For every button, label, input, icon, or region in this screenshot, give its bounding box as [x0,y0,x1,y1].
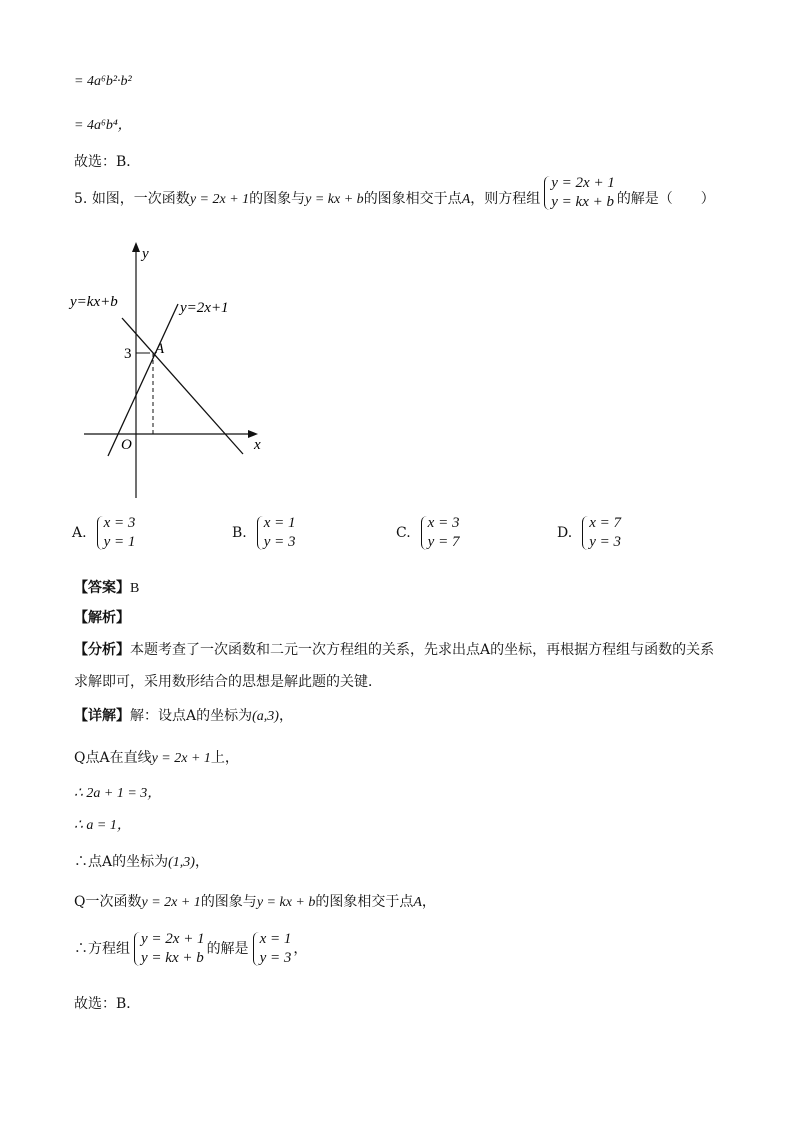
y-axis-arrow [132,242,140,252]
tick-3-label: 3 [124,346,132,362]
line-2x-plus-1 [108,304,178,456]
line-kx-plus-b-label: y=kx+b [70,294,118,310]
detail-system-1-row-1: y = 2x + 1 [141,931,205,947]
question-text-4: ，则方程组 [470,191,541,207]
choice-a-label: A. [72,525,87,541]
line-2x-plus-1-label: y=2x+1 [180,300,229,316]
detail-point-13: (1,3) [168,855,195,870]
detail-system-1-row-2: y = kx + b [141,950,204,966]
choice-b-label: B. [232,525,247,541]
function-graph [66,240,276,505]
question-system [542,174,615,212]
detail-line-6 [74,892,436,913]
detail-eq-6d: y = kx + b [256,895,316,910]
detail-line-1 [74,706,293,727]
detail-text-5c: ， [194,854,209,870]
point-a-label: A [155,341,165,357]
question-system-row-2: y = kx + b [551,194,614,210]
choice-c-row-1: x = 3 [427,515,460,531]
detail-text-5a: ∴点A的坐标为 [74,854,169,870]
detail-system-2 [251,930,292,968]
choice-d[interactable] [557,514,623,552]
question-eq-2: y = kx + b [305,192,364,207]
detail-text-6e: 的图象相交于点 [315,894,414,910]
detail-system-1 [132,930,205,968]
choice-a-row-2: y = 1 [103,534,136,550]
detail-system-2-row-1: x = 1 [259,931,292,947]
choice-d-label: D. [557,525,573,541]
choice-c[interactable] [396,514,461,552]
question-text-2: 的图象与 [249,191,306,207]
detail-text-7b: 的解是 [206,941,249,957]
origin-label: O [121,437,132,453]
fenxi-line-1 [74,640,714,660]
detail-text-7a: ∴方程组 [74,941,130,957]
fenxi-line-2: 求解即可，采用数形结合的思想是解此题的关键． [74,674,382,690]
choice-c-label: C. [396,525,411,541]
y-axis-label: y [142,246,149,262]
choice-a-row-1: x = 3 [103,515,136,531]
x-axis-label: x [254,437,261,453]
answer-value: B [130,581,140,596]
fenxi-text-1: 本题考查了一次函数和二元一次方程组的关系，先求出点A的坐标，再根据方程组与函数的关系 [130,642,715,658]
detail-text-2a: Q点A在直线 [74,750,152,766]
question-eq-1: y = 2x + 1 [189,192,250,207]
detail-line-7 [74,930,307,968]
detail-eq-2b: y = 2x + 1 [151,751,211,766]
detail-text-6a: Q一次函数 [74,894,142,910]
question-5 [74,175,715,212]
question-number: 5. [74,191,88,207]
calc-line-2: = 4a⁶b⁴， [74,118,132,133]
question-text-3: 的图象相交于点 [363,191,462,207]
detail-text-1c: ， [278,708,293,724]
question-text-5: 的解是（ ） [616,191,715,207]
detail-text-6c: 的图象与 [200,894,257,910]
detail-line-3: ∴ 2a + 1 = 3， [74,786,162,801]
detail-text-2c: 上， [210,750,239,766]
question-point-a: A [461,192,471,207]
choice-d-row-1: x = 7 [589,515,621,531]
calc-line-1: = 4a⁶b²·b² [74,74,132,89]
analysis-tag: 【解析】 [74,610,130,626]
detail-text-7c: ， [293,941,308,957]
detail-eq-6b: y = 2x + 1 [141,895,201,910]
detail-line-4: ∴ a = 1， [74,818,131,833]
choose-line-1: 故选：B． [74,154,141,170]
choice-c-system [419,514,460,552]
choice-b-row-1: x = 1 [263,515,296,531]
answer-tag: 【答案】 [74,580,130,596]
choice-d-system [580,514,621,552]
detail-text-6g: ， [421,894,436,910]
detail-text-1a: 解：设点A的坐标为 [130,708,253,724]
question-system-row-1: y = 2x + 1 [551,175,615,191]
choice-b-row-2: y = 3 [263,534,296,550]
choice-d-row-2: y = 3 [589,534,621,550]
choice-a-system [95,514,136,552]
answer-line [74,578,139,599]
fenxi-tag: 【分析】 [74,642,130,658]
choice-a[interactable] [72,514,137,552]
detail-point-a3: (a,3) [252,709,279,724]
question-text-1: 如图，一次函数 [91,191,190,207]
detail-line-2 [74,748,239,769]
detail-line-5 [74,852,209,873]
choice-b-system [255,514,296,552]
detail-point-a: A [413,895,422,910]
choose-line-2: 故选：B． [74,996,141,1012]
choice-c-row-2: y = 7 [427,534,460,550]
detail-tag: 【详解】 [74,708,130,724]
detail-system-2-row-2: y = 3 [259,950,292,966]
choice-b[interactable] [232,514,298,552]
